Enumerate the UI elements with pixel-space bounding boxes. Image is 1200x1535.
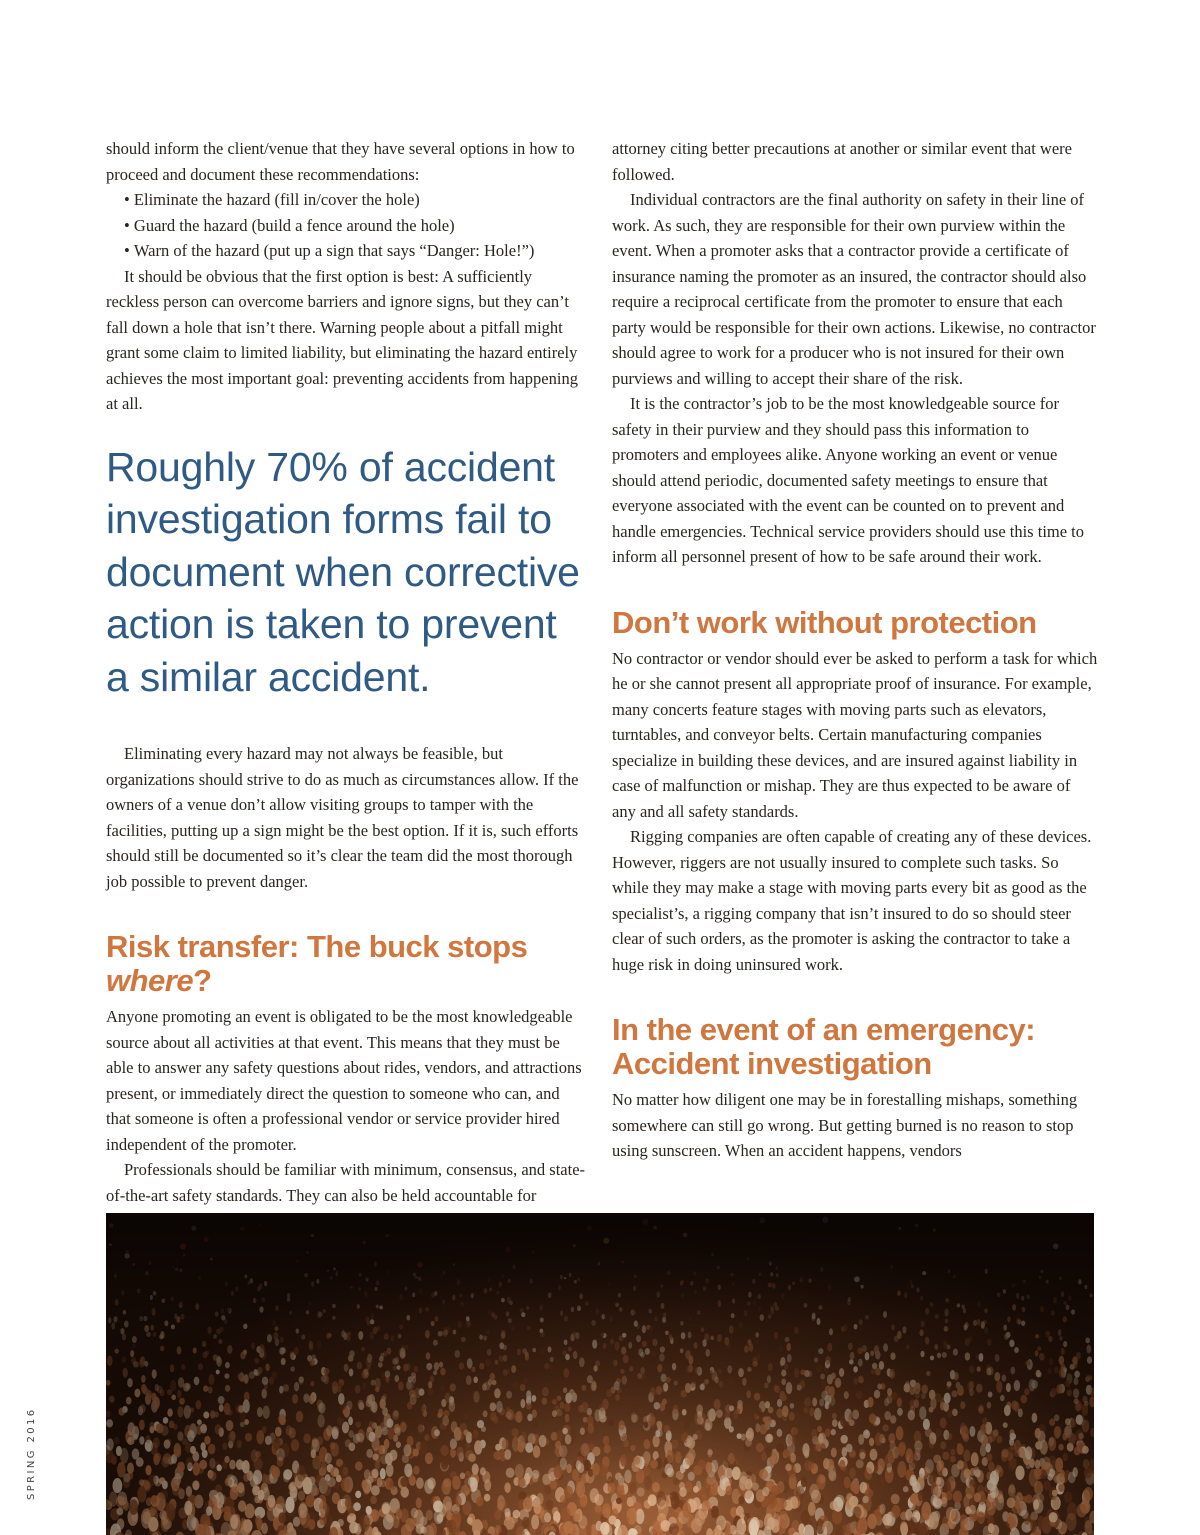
subhead-emergency	[612, 1013, 1098, 1081]
body-paragraph-intro: should inform the client/venue that they have several options in how to proceed and document these recommendations:	[106, 139, 575, 184]
crowd-photo	[106, 1213, 1094, 1535]
body-paragraph-eliminating: Eliminating every hazard may not always be feasible, but organizations should strive to do as much as circumstances allow. If the owners of a venue don’t allow visiting groups to tamper with the facilities, putting up a sign might be the best option. If it is, such efforts should still be documented so it’s clear the team did the most thorough job possible to prevent danger.	[106, 744, 579, 891]
list-item: • Eliminate the hazard (fill in/cover the hole)	[124, 187, 588, 213]
pull-quote: Roughly 70% of accident investigation forms fail to document when corrective action is taken to prevent a similar accident.	[106, 443, 580, 700]
subhead-emergency-line1: In the event of an emergency:	[612, 1012, 1036, 1047]
body-paragraph-individual: Individual contractors are the final authority on safety in their line of work. As such, they are responsible for their own purview within the event. When a promoter asks that a contractor provide a certificate of insurance naming the promoter as an insured, the contractor should also require a reciprocal certificate from the promoter to ensure that each party would be responsible for their own actions. Likewise, no contractor should agree to work for a producer who is not insured for their own purviews and willing to accept their share of the risk.	[612, 190, 1096, 388]
crowd-photo-art	[106, 1213, 1094, 1535]
subhead-risk-prefix: Risk transfer: The buck stops	[106, 929, 528, 964]
recommendation-list	[106, 187, 588, 264]
body-paragraph-job: It is the contractor’s job to be the most knowledgeable source for safety in their purview and they should pass this information to promoters and employees alike. Anyone working an event or venue should attend periodic, documented safety meetings to ensure that everyone associated with the event can be counted on to prevent and handle emergencies. Technical service providers should use this time to inform all personnel present of how to be safe around their work.	[612, 394, 1085, 566]
body-paragraph-promoting: Anyone promoting an event is obligated to be the most knowledgeable source about all activities at that event. This means that they must be able to answer any safety questions about rides, vendors, and attractions present, or immediately direct the question to someone who can, and that someone is often a professional vendor or service provider hired independent of the promoter.	[106, 1007, 582, 1154]
subhead-risk-suffix: ?	[193, 963, 212, 998]
right-column	[612, 136, 1098, 1164]
issue-folio: SPRING 2016	[26, 1407, 37, 1500]
list-item: • Warn of the hazard (put up a sign that says “Danger: Hole!”)	[124, 238, 588, 264]
body-paragraph-no-contractor: No contractor or vendor should ever be asked to perform a task for which he or she cannot present all appropriate proof of insurance. For example, many concerts feature stages with moving parts such as elevators, turntables, and conveyor belts. Certain manufacturing companies specialize in building these devices, and are insured against liability in case of malfunction or mishap. They are thus expected to be aware of any and all safety standards.	[612, 648, 1098, 821]
body-paragraph-professionals: Professionals should be familiar with minimum, consensus, and state-of-the-art safety standards. They can also be held accountable for	[106, 1160, 586, 1205]
list-item: • Guard the hazard (build a fence around the hole)	[124, 213, 588, 239]
body-paragraph-obvious: It should be obvious that the first option is best: A sufficiently reckless person can overcome barriers and ignore signs, but they can’t fall down a hole that isn’t there. Warning people about a pitfall might grant some claim to limited liability, but eliminating the hazard entirely achieves the most important goal: preventing accidents from happening at all.	[106, 266, 578, 413]
left-column	[106, 136, 588, 1259]
subhead-emergency-line2: Accident investigation	[612, 1046, 932, 1081]
subhead-risk-transfer	[106, 930, 588, 998]
body-paragraph-no-matter: No matter how diligent one may be in forestalling mishaps, something somewhere can still go wrong. But getting burned is no reason to stop using sunscreen. When an accident happens, vendors	[612, 1090, 1078, 1160]
subhead-protection: Don’t work without protection	[612, 604, 1037, 640]
body-paragraph-attorney: attorney citing better precautions at another or similar event that were followed.	[612, 139, 1072, 184]
subhead-risk-italic: where	[106, 963, 194, 998]
body-paragraph-rigging: Rigging companies are often capable of creating any of these devices. However, riggers are not usually insured to complete such tasks. So while they may make a stage with moving parts every bit as good as the specialist’s, a rigging company that isn’t insured to do so should steer clear of such orders, as the promoter is asking the contractor to take a huge risk in doing uninsured work.	[612, 827, 1092, 974]
